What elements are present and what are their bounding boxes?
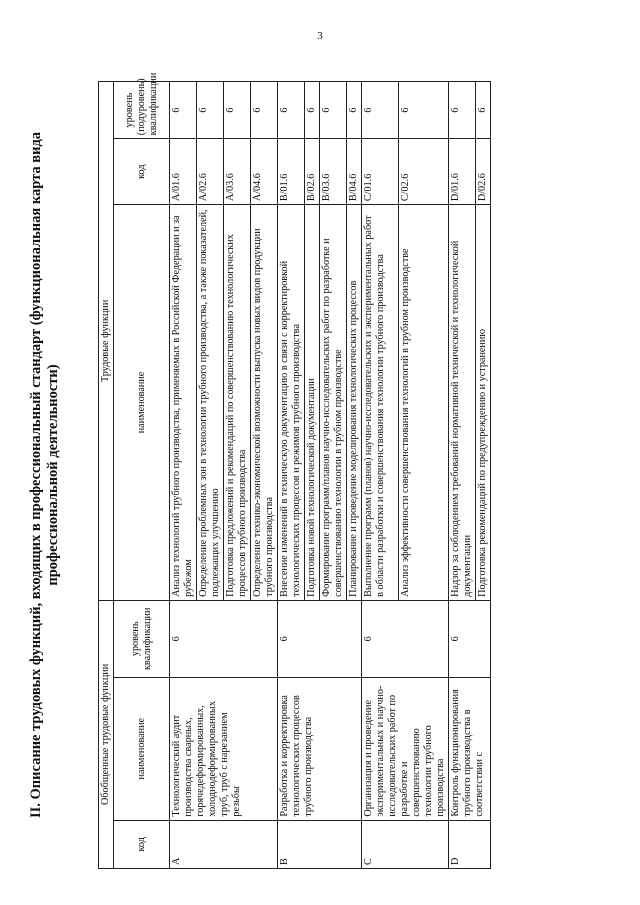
- function-code: B/02.6: [305, 139, 320, 205]
- group-name: Организация и проведение экспериментальных и научно-исследовательских работ по разработке и совершенствованию технологии трубного производства: [362, 677, 449, 820]
- function-level: 6: [399, 82, 449, 139]
- group-code: C: [362, 820, 449, 868]
- function-code: A/03.6: [224, 139, 251, 205]
- function-level: 6: [251, 82, 278, 139]
- function-name: Определение проблемных зон в технологии трубного производства, а также показателей, подлежащих улучшению: [197, 205, 224, 601]
- function-code: B/01.6: [278, 139, 305, 205]
- function-level: 6: [224, 82, 251, 139]
- group-code: A: [170, 820, 278, 868]
- table-row: [449, 82, 476, 869]
- function-level: 6: [197, 82, 224, 139]
- function-code: B/03.6: [320, 139, 347, 205]
- function-level: 6: [278, 82, 305, 139]
- function-name: Планирование и проведение моделирования технологических процессов: [347, 205, 362, 601]
- section-title: II. Описание трудовых функций, входящих в профессиональный стандарт (функциональная карта вида профессиональной деятельности): [28, 131, 61, 819]
- table-row: [362, 82, 399, 869]
- header-function-code: код: [114, 139, 170, 205]
- page-number: 3: [317, 30, 323, 42]
- function-level: 6: [362, 82, 399, 139]
- function-level: 6: [449, 82, 476, 139]
- function-name: Определение технико-экономической возможности выпуска новых видов продукции трубного производства: [251, 205, 278, 601]
- function-code: C/02.6: [399, 139, 449, 205]
- table-row: [170, 82, 197, 869]
- group-code: D: [449, 820, 491, 868]
- function-code: A/02.6: [197, 139, 224, 205]
- header-row-groups: [99, 82, 114, 869]
- function-code: D/01.6: [449, 139, 476, 205]
- group-level: 6: [170, 600, 278, 677]
- header-sublevel: уровень (подуровень) квалификации: [114, 82, 170, 139]
- function-name: Подготовка предложений и рекомендаций по совершенствованию технологических процессов трубного производства: [224, 205, 251, 601]
- header-name: наименование: [114, 677, 170, 820]
- function-code: C/01.6: [362, 139, 399, 205]
- function-level: 6: [320, 82, 347, 139]
- function-name: Анализ эффективности совершенствования технологий в трубном производстве: [399, 205, 449, 601]
- rotated-page: [28, 72, 558, 875]
- function-name: Анализ технологий трубного производства, применяемых в Российской Федерации и за рубежом: [170, 205, 197, 601]
- function-name: Формирование программ/планов научно-исследовательских работ по разработке и совершенствованию технологии в трубном производстве: [320, 205, 347, 601]
- function-name: Выполнение программ (планов) научно-исследовательских и экспериментальных работ в области разработки и совершенствования технологии трубного производства: [362, 205, 399, 601]
- functional-map-table: [98, 72, 491, 869]
- group-name: Разработка и корректировка технологических процессов трубного производства: [278, 677, 362, 820]
- group-level: 6: [278, 600, 362, 677]
- function-code: A/04.6: [251, 139, 278, 205]
- group-code: B: [278, 820, 362, 868]
- table-row: [278, 82, 305, 869]
- header-function-name: наименование: [114, 205, 170, 601]
- function-name: Внесение изменений в техническую документацию в связи с корректировкой технологических процессов и режимов трубного производства: [278, 205, 305, 601]
- function-level: 6: [305, 82, 320, 139]
- header-generalized: Обобщенные трудовые функции: [99, 600, 114, 868]
- header-row-columns: [114, 82, 170, 869]
- function-code: D/02.6: [476, 139, 491, 205]
- function-level: 6: [476, 82, 491, 139]
- group-level: 6: [362, 600, 449, 677]
- function-name: Подготовка рекомендаций по предупреждению и устранению: [476, 205, 491, 601]
- function-level: 6: [170, 82, 197, 139]
- header-labor: Трудовые функции: [99, 82, 114, 601]
- header-level: уровень квалификации: [114, 600, 170, 677]
- function-level: 6: [347, 82, 362, 139]
- group-name: Контроль функционирования трубного производства в соответствии с: [449, 677, 491, 820]
- group-name: Технологический аудит производства сварных, горячедеформированных, холоднодеформированных труб, труб с нарезанием резьбы: [170, 677, 278, 820]
- function-name: Подготовка новой технологической документации: [305, 205, 320, 601]
- function-code: A/01.6: [170, 139, 197, 205]
- function-code: B/04.6: [347, 139, 362, 205]
- header-code: код: [114, 820, 170, 868]
- function-name: Надзор за соблюдением требований нормативной технической и технологической документации: [449, 205, 476, 601]
- group-level: 6: [449, 600, 491, 677]
